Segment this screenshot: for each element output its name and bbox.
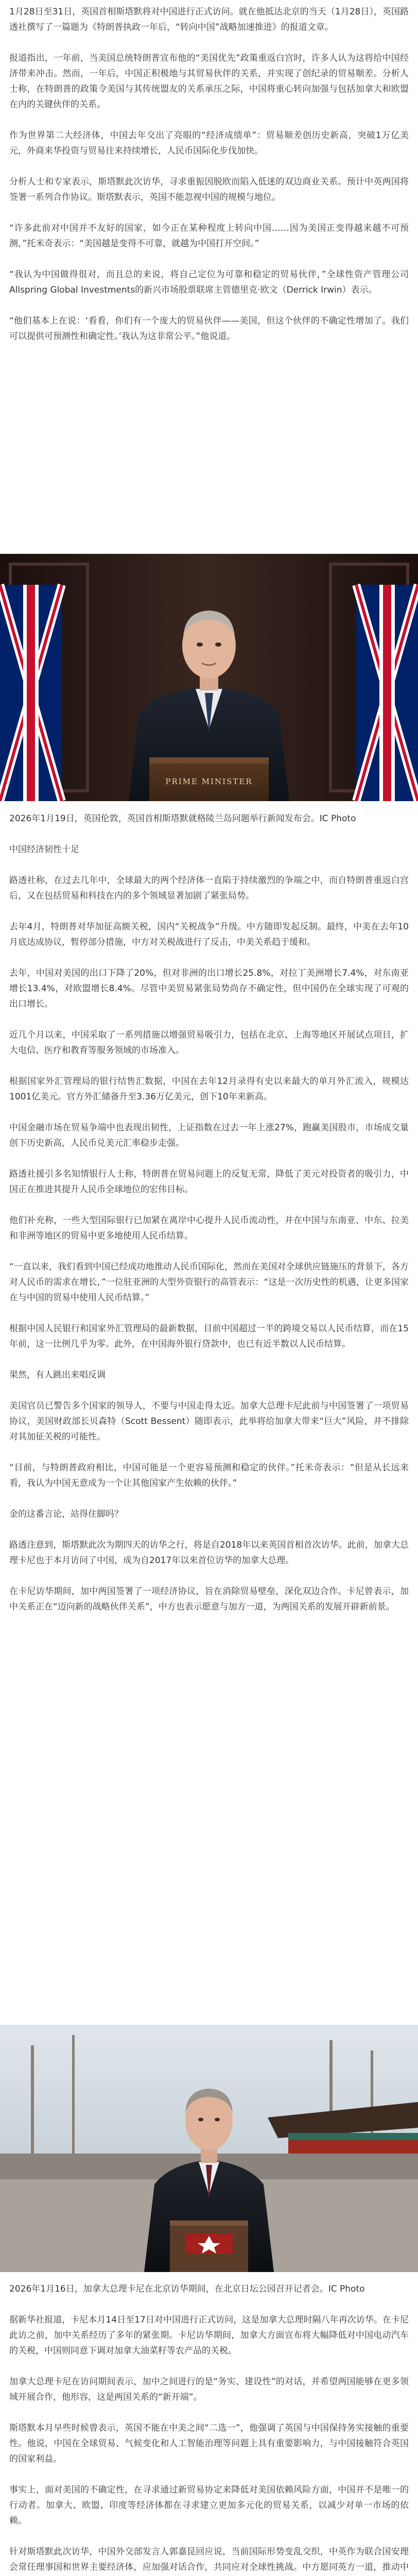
paragraph: 金的这番言论，站得住脚吗？ [9, 1509, 123, 1519]
paragraph: 路透社称，在过去几年中，全球最大的两个经济体一直陷于持续激烈的争端之中，而自特朗普重返白宫后，又在包括贸易和科技在内的多个领域显著加剧了紧张局势。 [9, 875, 409, 901]
paragraph: 斯塔默本月早些时候曾表示，英国不能在中美之间“二选一”，他强调了英国与中国保持务实接触的重要性。他说，中国在全球贸易、气候变化和人工智能治理等问题上具有重要影响力，与中国接触符合英国的国家利益。 [9, 2423, 409, 2464]
photo-carney [0, 2025, 418, 2272]
article-body [9, 0, 409, 344]
paragraph: “我认为中国做得很对，而且总的来说，将自己定位为可靠和稳定的贸易伙伴，”全球性资产管理公司Allspring Global Investments的新兴市场股票联席主管德里克·欧文（Derrick Irwin）表示。 [9, 269, 409, 295]
paragraph: 作为世界第二大经济体，中国去年交出了亮眼的“经济成绩单”：贸易顺差创历史新高，突破1万亿美元，外商来华投资与贸易往来持续增长，人民币国际化步伐加快。 [9, 130, 409, 156]
paragraph: 据新华社报道，卡尼本月14日至17日对中国进行正式访问，这是加拿大总理时隔八年再次访华。在卡尼此访之前，加中关系经历了多年的紧张期。卡尼访华期间，加拿大方面宣布将大幅降低对中国电动汽车的关税，中国则同意下调对加拿大油菜籽等农产品的关税。 [9, 2315, 409, 2356]
paragraph: 根据国家外汇管理局的银行结售汇数据，中国在去年12月录得有史以来最大的单月外汇流入，规模达1001亿美元。官方外汇储备升至3.36万亿美元，创下10年来新高。 [9, 1076, 409, 1102]
paragraph: 路透注意到，斯塔默此次为期四天的访华之行，将是自2018年以来英国首相首次访华。此前，加拿大总理卡尼也于本月访问了中国，成为自2017年以来首位访华的加拿大总理。 [9, 1540, 409, 1566]
article-body-3 [9, 2281, 409, 2576]
union-flag-left [0, 585, 62, 801]
paragraph: “许多此前对中国并不友好的国家，如今正在某种程度上转向中国……因为美国正变得越来越不可预测，”托米奇表示：“美国越是变得不可靠，就越为中国打开空间。” [9, 223, 409, 249]
paragraph: “目前，与特朗普政府相比，中国可能是一个更容易预测和稳定的伙伴。”托米奇表示：“但是从长远来看，我认为中国无意成为一个让其他国家产生依赖的伙伴。” [9, 1463, 409, 1488]
paragraph: 事实上，面对美国的不确定性，在寻求通过新贸易协定来降低对美国依赖风险方面，中国并不是唯一的行动者。加拿大、欧盟、印度等经济体都在寻求建立更加多元化的贸易关系，以减少对单一市场的依赖。 [9, 2485, 409, 2526]
article-body-2 [9, 811, 409, 1615]
lectern [170, 2221, 248, 2272]
podium-label: PRIME MINISTER [165, 777, 253, 786]
paragraph: 根据中国人民银行和国家外汇管理局的最新数据，目前中国超过一半的跨境交易以人民币结算，而在15年前，这一比例几乎为零。此外，在中国海外银行贷款中，也已有近半数以人民币结算。 [9, 1324, 409, 1349]
intro-section [9, 4, 409, 344]
paragraph: 去年，中国对美国的出口下降了20%，但对非洲的出口增长25.8%，对拉丁美洲增长7.4%，对东南亚增长13.4%，对欧盟增长8.4%。尽管中美贸易紧张局势尚存不确定性，但中国仍在全球实现了可观的出口增长。 [9, 968, 409, 1009]
paragraph: 去年4月，特朗普对华加征高额关税，国内“关税战争”升级。中方随即发起反制。最终，中美在去年10月底达成协议，暂停部分措施，中方对关税战进行了反击，中美关系趋于缓和。 [9, 922, 409, 947]
paragraph: 他们补充称，一些大型国际银行已加紧在离岸中心提升人民币流动性，并在中国与东南亚、中东、拉美和非洲等地区的贸易中更多地使用人民币结算。 [9, 1215, 409, 1241]
paragraph: 分析人士和专家表示，斯塔默此次访华，寻求重振因脱欧而陷入低迷的双边商业关系。预计中英两国将签署一系列合作协议。斯塔默表示，英国不能忽视中国的规模与地位。 [9, 177, 409, 202]
paragraph: 美国官员已警告多个国家的领导人，不要与中国走得太近。加拿大总理卡尼此前与中国签署了一项贸易协议，美国财政部长贝森特（Scott Bessent）随即表示，此举将给加拿大带来“巨大”风险，并不排除对其加征关税的可能性。 [9, 1401, 409, 1442]
paragraph: “他们基本上在说：‘看看，你们有一个庞大的贸易伙伴——美国，但这个伙伴的不确定性增加了。我们可以提供可预测性和确定性。’我认为这非常公平。”他说道。 [9, 316, 409, 342]
carney-press-conference-image [0, 2025, 418, 2272]
photo-starmer [0, 554, 418, 801]
paragraph: “一直以来，我们看到中国已经成功地推动人民币国际化，然而在美国对全球供应链施压的背景下，各方对人民币的需求在增长，”一位驻亚洲的大型外资银行的高管表示：“这是一次历史性的机遇，让更多国家在与中国的贸易中使用人民币结算。” [9, 1262, 409, 1303]
photo-caption: 2026年1月16日，加拿大总理卡尼在北京访华期间，在北京日坛公园召开记者会。IC Photo [9, 2284, 365, 2294]
section-heading: 中国经济韧性十足 [9, 844, 79, 855]
paragraph: 路透社援引多名知情银行人士称，特朗普在贸易问题上的反复无常，降低了美元对投资者的吸引力，中国正在推进其提升人民币全球地位的宏伟目标。 [9, 1169, 409, 1195]
section-heading: 果然，有人跳出来唱反调 [9, 1370, 106, 1380]
podium [149, 757, 269, 801]
union-flag-right [356, 585, 418, 801]
paragraph: 针对斯塔默此次访华，中国外交部发言人郭嘉昆回应说，当前国际形势变乱交织，中英作为联合国安理会常任理事国和世界主要经济体，应加强对话合作，共同应对全球性挑战。中方愿同英方一道，推动中 [9, 2547, 409, 2572]
paragraph: 1月28日至31日，英国首相斯塔默将对中国进行正式访问。就在他抵达北京的当天（1月28日），英国路透社撰写了一篇题为《特朗普执政一年后，“转向中国”战略加速推进》的报道文章。 [9, 7, 409, 32]
paragraph: 加拿大总理卡尼在访问期间表示，加中之间进行的是“务实、建设性”的对话，并希望两国能够在更多领域开展合作，他形容，这是两国关系的“新开端”。 [9, 2377, 409, 2402]
starmer-press-conference-image [0, 554, 418, 801]
photo-caption: 2026年1月19日，英国伦敦，英国首相斯塔默就格陵兰岛问题举行新闻发布会。IC Photo [9, 814, 356, 824]
paragraph: 中国金融市场在贸易争端中也表现出韧性，上证指数在过去一年上涨27%，跑赢美国股市，市场成交量创下历史新高，人民币兑美元汇率稳步走强。 [9, 1123, 409, 1148]
paragraph: 在卡尼访华期间，加中两国签署了一项经济协议，旨在消除贸易壁垒，深化双边合作。卡尼曾表示，加中关系正在“迈向新的战略伙伴关系”，中方也表示愿意与加方一道，为两国关系的发展开辟新前景。 [9, 1586, 409, 1612]
paragraph: 报道指出，一年前，当美国总统特朗普宣布他的“美国优先”政策重返白宫时，许多人认为这将给中国经济带来冲击。然而，一年后，中国正积极地与其贸易伙伴的关系，并实现了创纪录的贸易顺差。分析人士称，在特朗普的政策令美国与其传统盟友的关系承压之际，中国将重心转向加强与包括加拿大和欧盟在内的关键伙伴的关系。 [9, 53, 409, 110]
paragraph: 近几个月以来，中国采取了一系列措施以增强贸易吸引力，包括在北京、上海等地区开展试点项目，扩大电信、医疗和教育等服务领域的市场准入。 [9, 1030, 409, 1056]
